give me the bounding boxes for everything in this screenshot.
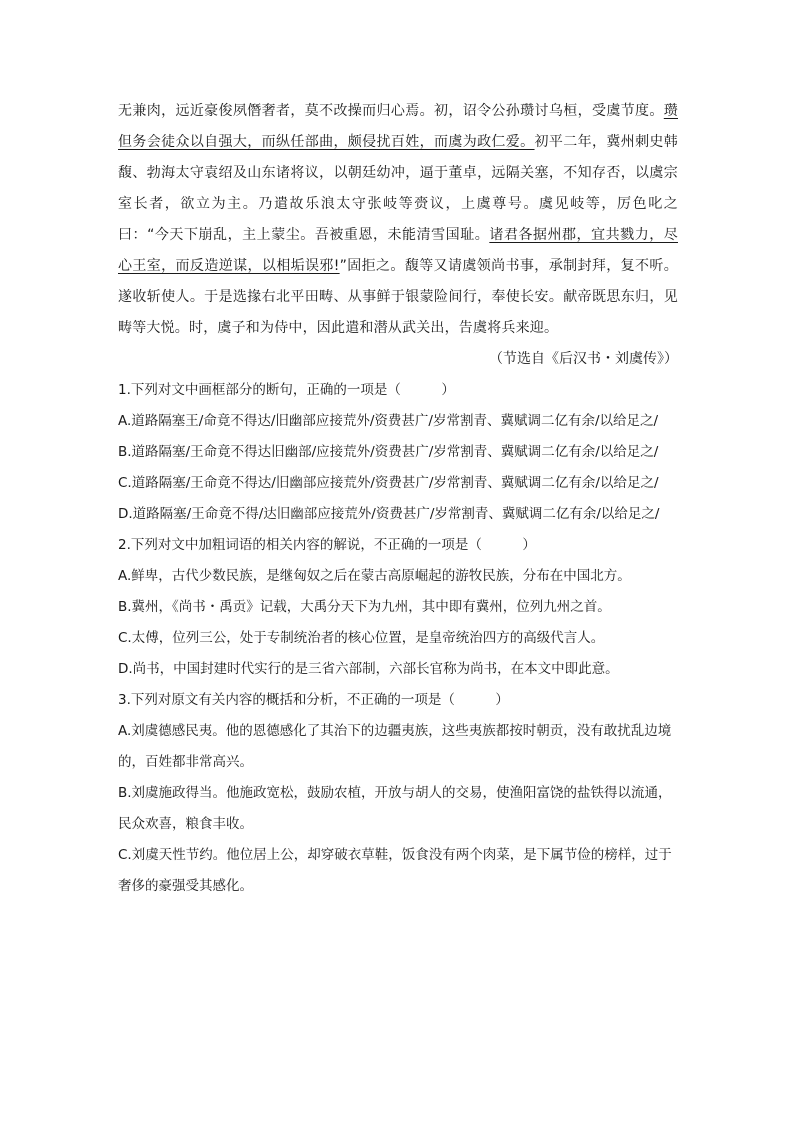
option-a: A.刘虞德感民夷。他的恩德感化了其治下的边疆夷族，这些夷族都按时朝贡，没有敢扰乱边境的，百姓都非常高兴。 [118,723,672,770]
question-1 [118,375,678,530]
document-page [118,96,678,902]
option-c: C.刘虞天性节约。他位居上公，却穿破衣草鞋，饭食没有两个肉菜，是下属节俭的榜样，过于奢侈的豪强受其感化。 [118,847,672,894]
passage-text [118,96,678,344]
question-stem: 2.下列对文中加粗词语的相关内容的解说，不正确的一项是（ ） [118,537,536,553]
passage-source: （节选自《后汉书・刘虞传》） [489,351,678,367]
option-b: B.道路隔塞/王命竟不得达旧幽部/应接荒外/资费甚广/岁常割青、冀赋调二亿有余/以给足之/ [118,444,659,460]
passage-segment: 无兼肉，远近豪俊夙僭奢者，莫不改操而归心焉。初，诏令公孙瓒讨乌桓，受虞节度。 [118,103,664,119]
underlined-passage-segment: 诸君各据州郡，宜共戮力，尽心王室，而反造逆谋，以相垢误邪! [118,227,678,274]
option-c: C.道路隔塞/王命竟不得达/旧幽部应接荒外/资费甚广/岁常割青、冀赋调二亿有余/以给足之/ [118,475,659,491]
question-3 [118,685,678,902]
passage-segment: ”固拒之。馥等又请虞领尚书事，承制封拜，复不听。遂收斩使人。于是选掾右北平田畴、从事鲜于银蒙险间行，奉使长安。献帝既思东归，见畴等大悦。时，虞子和为侍中，因此遣和潜从武关出，告虞将兵来迎。 [118,258,678,336]
question-stem: 3.下列对原文有关内容的概括和分析，不正确的一项是（ ） [118,692,509,708]
option-b: B.冀州，《尚书・禹贡》记载，大禹分天下为九州，其中即有冀州，位列九州之首。 [118,599,611,615]
option-d: D.尚书，中国封建时代实行的是三省六部制，六部长官称为尚书，在本文中即此意。 [118,661,619,677]
underlined-passage-segment: 瓒但务会徒众以自强大，而纵任部曲，颇侵扰百姓，而虞为政仁爱。 [118,103,678,150]
question-2 [118,530,678,685]
question-stem: 1.下列对文中画框部分的断句，正确的一项是（ ） [118,382,455,398]
option-b: B.刘虞施政得当。他施政宽松，鼓励农植，开放与胡人的交易，使渔阳富饶的盐铁得以流通，民众欢喜，粮食丰收。 [118,785,672,832]
option-d: D.道路隔塞/王命竟不得/达旧幽部应接荒外/资费甚广/岁常割青、冀赋调二亿有余/以给足之/ [118,506,660,522]
passage-segment: 初平二年，冀州刺史韩馥、勃海太守袁绍及山东诸将议，以朝廷幼冲，逼于董卓，远隔关塞，不知存否，以虞宗室长者，欲立为主。乃遣故乐浪太守张岐等赍议，上虞尊号。虞见岐等，厉色叱之曰：“今天下崩乱，主上蒙尘。吾被重恩，未能清雪国耻。 [118,134,678,243]
option-a: A.道路隔塞王/命竟不得达/旧幽部应接荒外/资费甚广/岁常割青、冀赋调二亿有余/以给足之/ [118,413,659,429]
option-a: A.鲜卑，古代少数民族，是继匈奴之后在蒙古高原崛起的游牧民族，分布在中国北方。 [118,568,631,584]
option-c: C.太傅，位列三公，处于专制统治者的核心位置，是皇帝统治四方的高级代言人。 [118,630,605,646]
